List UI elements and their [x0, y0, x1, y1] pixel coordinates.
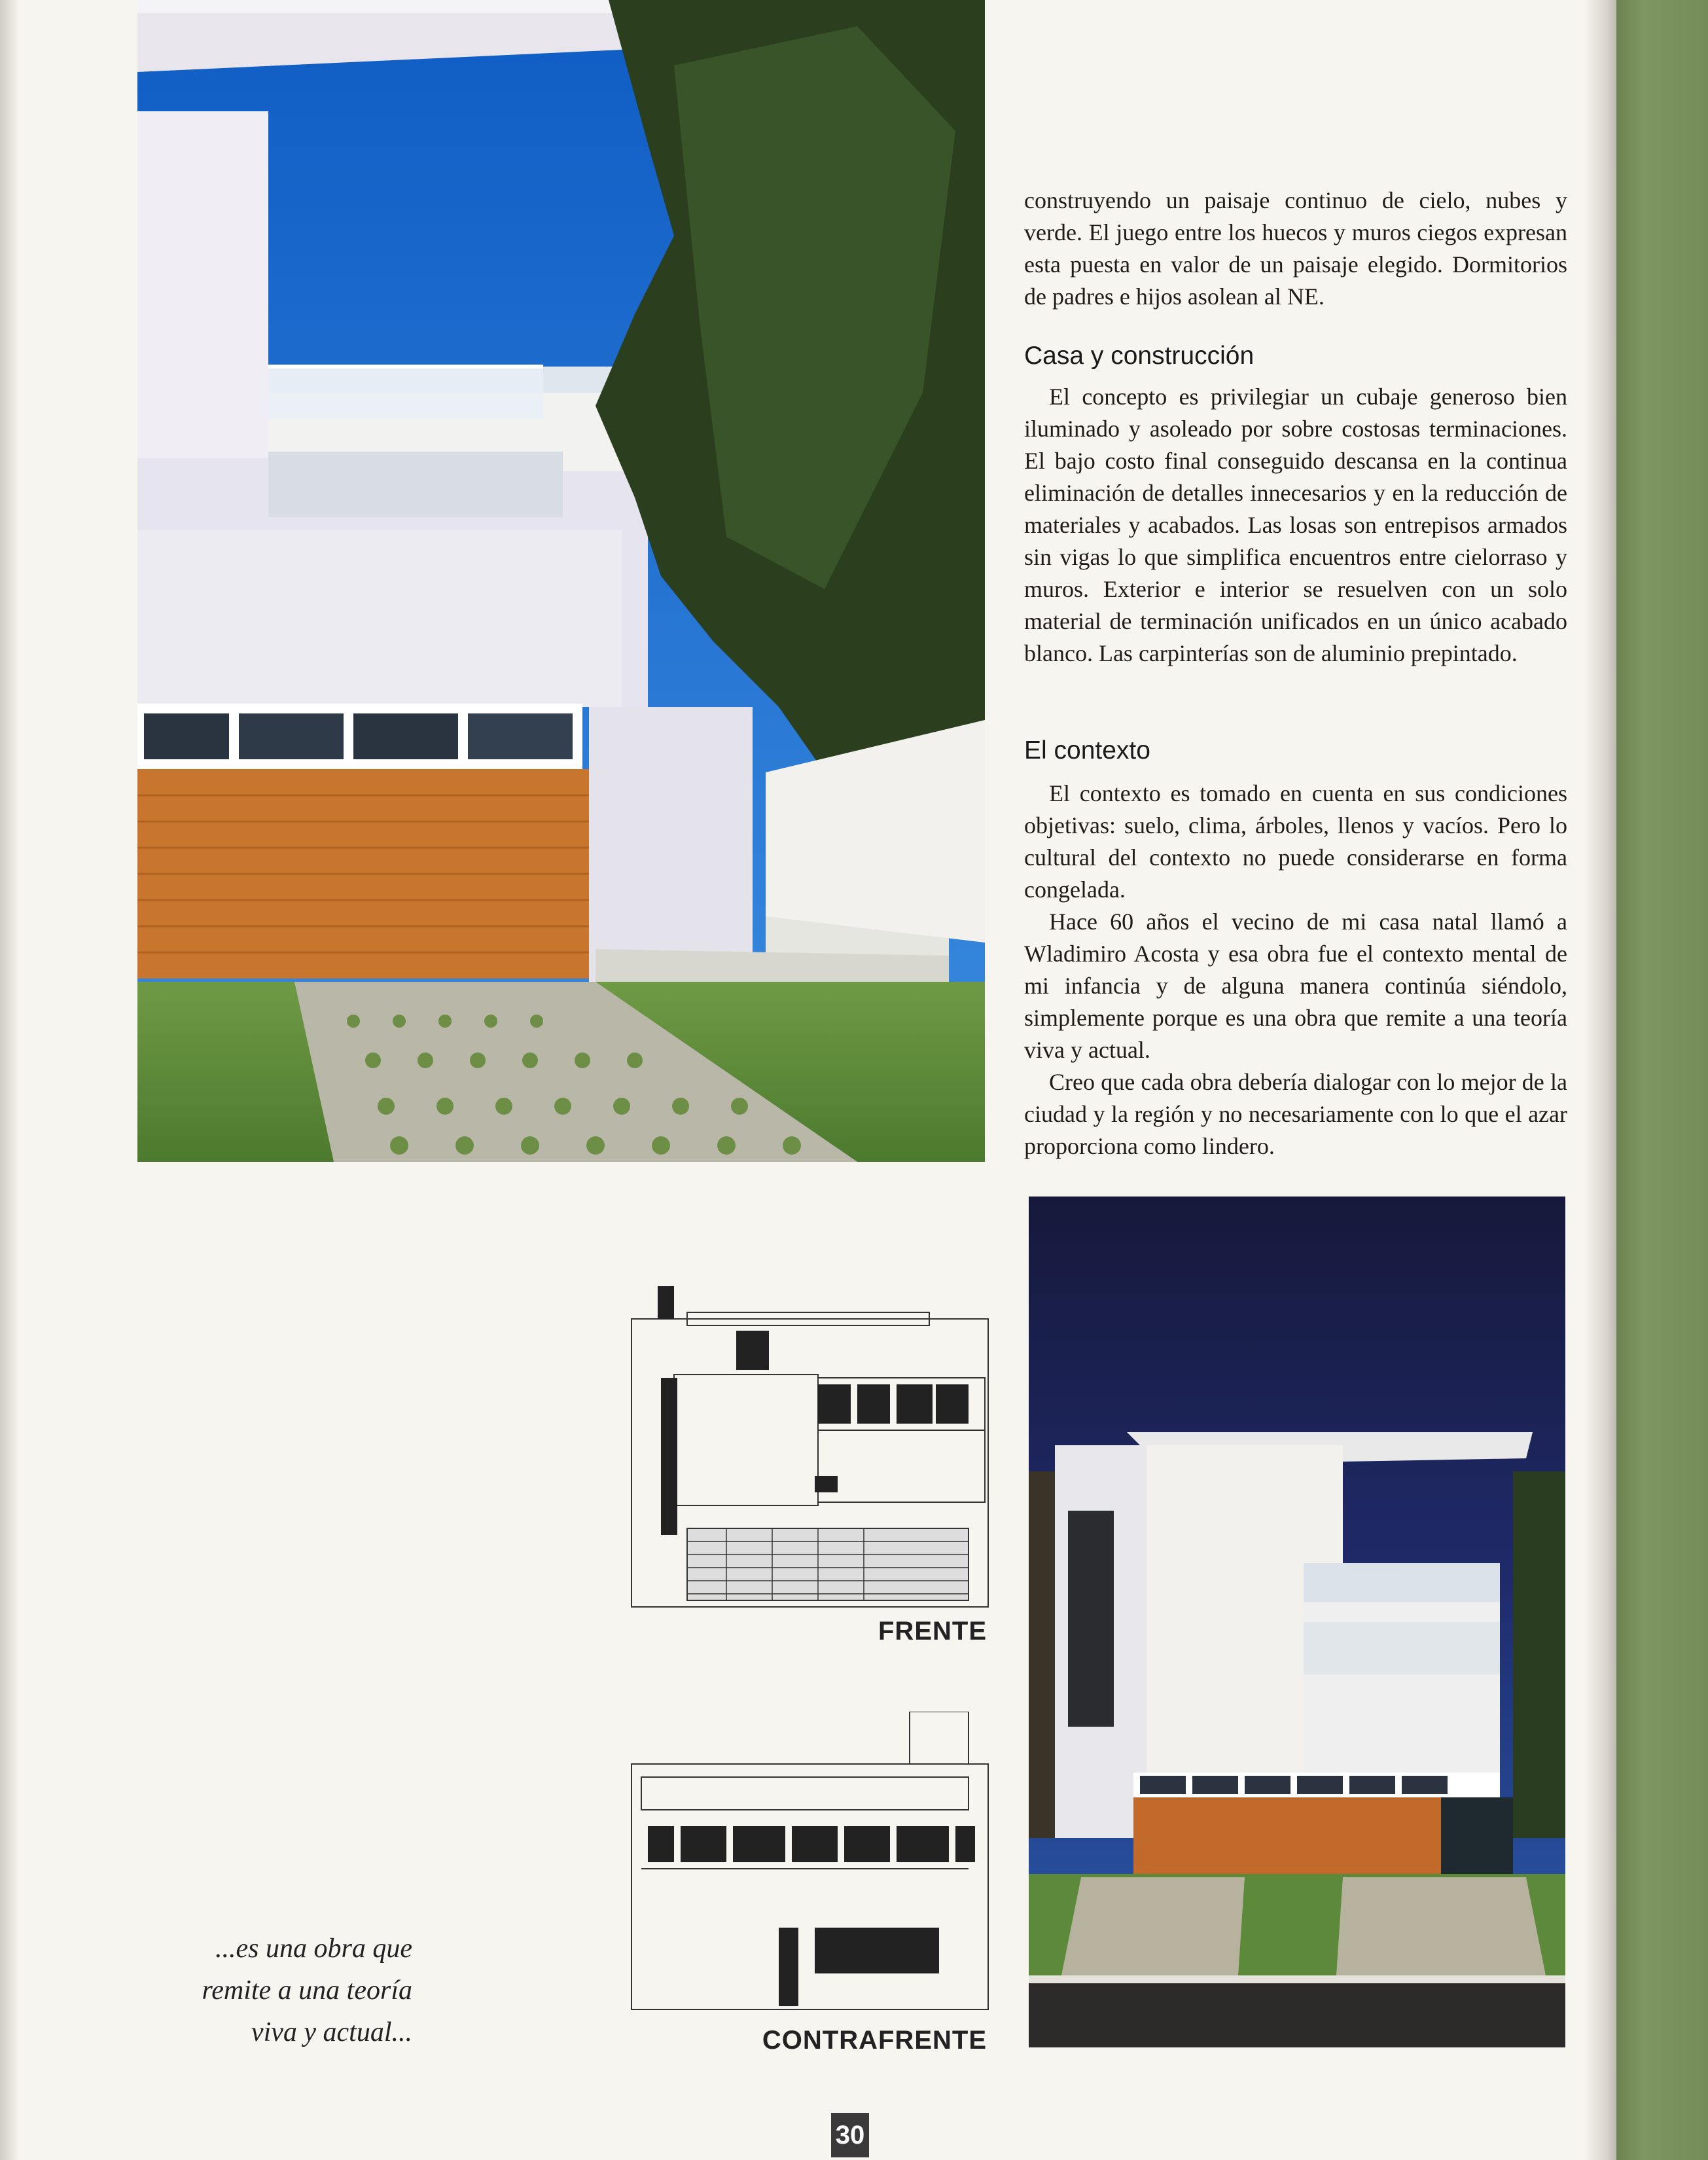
- contrafrente-elevation-drawing: [628, 1712, 991, 2013]
- contrafrente-caption: CONTRAFRENTE: [762, 2026, 987, 2055]
- contexto-paragraph: El contexto es tomado en cuenta en sus condiciones objetivas: suelo, clima, árboles, llenos y vacíos. Pero lo cultural del contexto no puede considerarse en forma congelada.: [1024, 780, 1567, 903]
- quote-line: ...es una obra que: [215, 1934, 412, 1964]
- frente-elevation-drawing: [628, 1286, 991, 1610]
- pull-quote: [118, 1928, 412, 2053]
- section-casa-body: [1024, 381, 1567, 670]
- quote-line: viva y actual...: [251, 2017, 412, 2047]
- section-contexto-body: [1024, 778, 1567, 1162]
- frente-caption: FRENTE: [878, 1617, 987, 1646]
- page-number: 30: [831, 2113, 869, 2157]
- house-photo-main: [137, 0, 985, 1162]
- section-heading-contexto: El contexto: [1024, 736, 1150, 765]
- contexto-paragraph: Hace 60 años el vecino de mi casa natal llamó a Wladimiro Acosta y esa obra fue el contexto mental de mi infancia y de alguna manera continúa siéndolo, simplemente porque es una obra que remite a una teoría viva y actual.: [1024, 909, 1567, 1063]
- quote-line: remite a una teoría: [202, 1975, 412, 2006]
- book-cover-edge: [1616, 0, 1708, 2160]
- contexto-paragraph: Creo que cada obra debería dialogar con lo mejor de la ciudad y la región y no necesariamente con lo que el azar proporciona como lindero.: [1024, 1069, 1567, 1159]
- intro-text: [1024, 185, 1567, 313]
- house-photo-street: [1029, 1197, 1565, 2047]
- section-heading-casa: Casa y construcción: [1024, 342, 1254, 370]
- intro-paragraph: construyendo un paisaje continuo de cielo, nubes y verde. El juego entre los huecos y muros ciegos expresan esta puesta en valor de un paisaje elegido. Dormitorios de padres e hijos asolean al NE.: [1024, 187, 1567, 310]
- casa-paragraph: El concepto es privilegiar un cubaje generoso bien iluminado y asoleado por sobre costosas terminaciones. El bajo costo final conseguido descansa en la continua eliminación de detalles innecesarios y en la reducción de materiales y acabados. Las losas son entrepisos armados sin vigas lo que simplifica encuentros entre cielorraso y muros. Exterior e interior se resuelven con un solo material de terminación unificados en un único acabado blanco. Las carpinterías son de aluminio prepintado.: [1024, 384, 1567, 666]
- page-edge-shadow: [0, 0, 20, 2160]
